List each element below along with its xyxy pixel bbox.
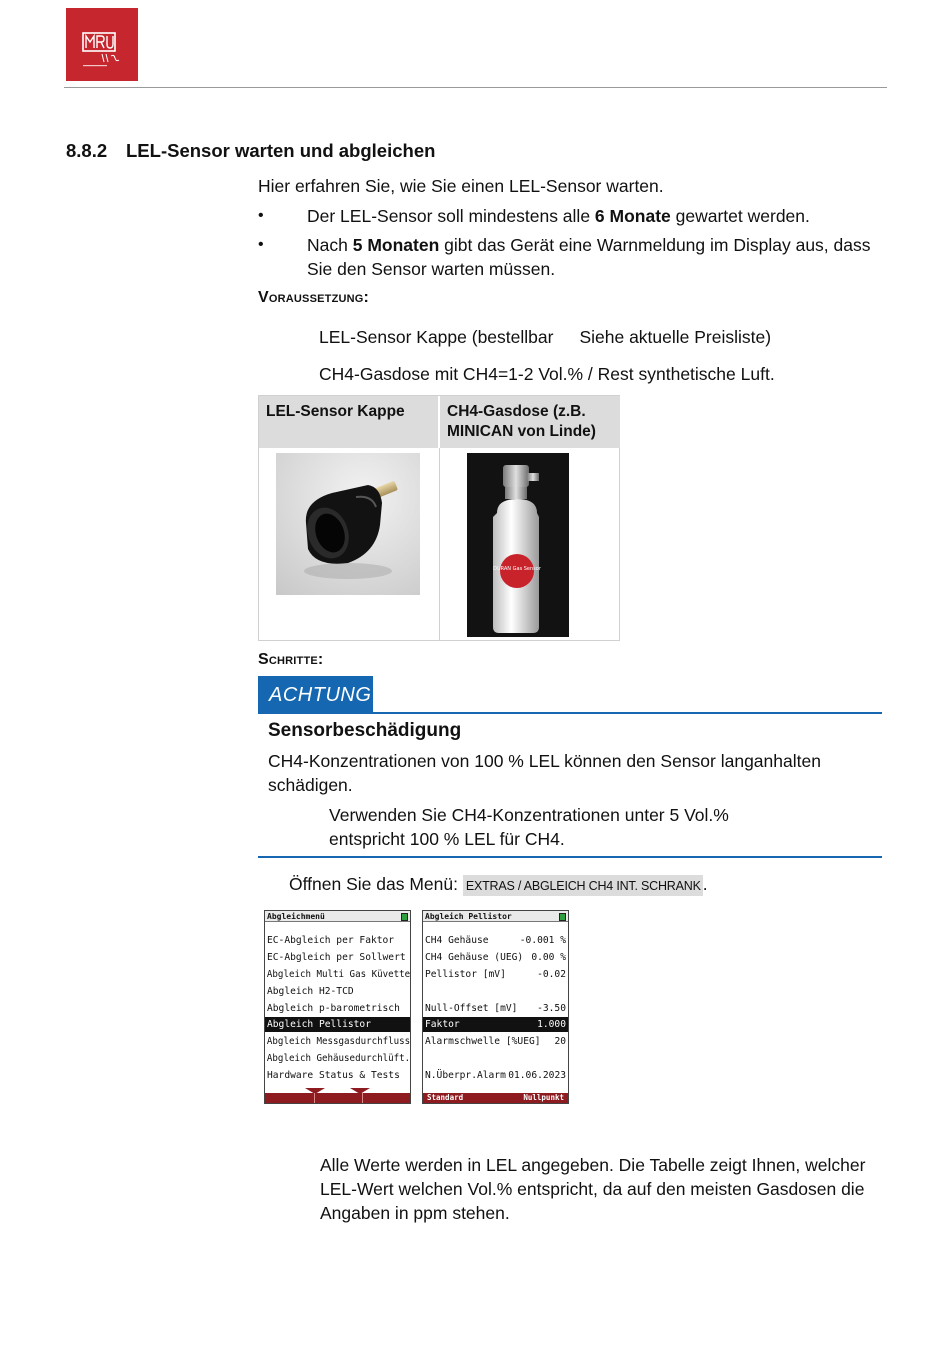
softkey-standard[interactable]: Standard <box>427 1093 464 1102</box>
prerequisite-item-note: Siehe aktuelle Preisliste) <box>579 327 772 347</box>
bullet-text-start: Der LEL-Sensor soll mindestens alle <box>307 206 595 226</box>
reading-value: -3.50 <box>537 1003 566 1014</box>
steps-heading: Schritte: <box>258 651 324 668</box>
softkey-bar <box>423 1093 568 1103</box>
equipment-table <box>258 395 620 641</box>
reading-label: CH4 Gehäuse <box>425 935 489 946</box>
menu-item[interactable]: Hardware Status & Tests <box>267 1070 400 1081</box>
bullet-item <box>258 233 888 283</box>
screen-title: Abgleichmenü <box>265 911 410 922</box>
warning-label <box>258 676 373 713</box>
menu-instruction <box>289 872 708 898</box>
reading-label: Pellistor [mV] <box>425 969 506 980</box>
warning-bottom-rule <box>258 856 882 858</box>
reading-value: 20 <box>554 1036 566 1047</box>
section-number: 8.8.2 <box>66 140 108 161</box>
bullet-emphasis: 6 Monate <box>594 206 671 226</box>
reading-value: 1.000 <box>537 1019 566 1030</box>
reading-row <box>423 950 568 965</box>
menu-path: EXTRAS / ABGLEICH CH4 INT. SCHRANK <box>463 875 703 896</box>
bullet-marker: • <box>258 207 264 224</box>
reading-row <box>423 933 568 948</box>
section-heading <box>66 140 435 162</box>
bullet-text-end: gewartet werden. <box>670 206 810 226</box>
bullet-marker: • <box>258 236 264 253</box>
softkey-bar <box>265 1093 410 1103</box>
reading-label: CH4 Gehäuse (UEG) <box>425 952 524 963</box>
reading-row <box>423 1068 568 1083</box>
bullet-text-end: gibt das Gerät eine Warnmeldung im Display aus, dass Sie den Sensor warten müssen. <box>307 235 871 279</box>
prerequisite-item-name: LEL-Sensor Kappe (bestellbar <box>319 327 554 347</box>
menu-item[interactable]: EC-Abgleich per Faktor <box>267 935 395 946</box>
bullet-item <box>258 204 888 228</box>
bullet-emphasis: 5 Monaten <box>352 235 440 255</box>
reading-value: 0.00 % <box>531 952 566 963</box>
menu-item-selected[interactable]: Abgleich Pellistor <box>265 1017 410 1032</box>
battery-icon <box>401 913 408 921</box>
reading-value: -0.02 <box>537 969 566 980</box>
reading-value: 01.06.2023 <box>508 1070 566 1081</box>
bullet-text <box>307 233 887 281</box>
warning-top-rule <box>258 712 882 714</box>
warning-title: Sensorbeschädigung <box>268 720 462 741</box>
reading-row[interactable] <box>423 1034 568 1049</box>
header-divider <box>64 87 887 88</box>
menu-item[interactable]: Abgleich p-barometrisch <box>267 1003 400 1014</box>
closing-paragraph: Alle Werte werden in LEL angegeben. Die Tabelle zeigt Ihnen, welcher LEL-Wert welchen Vol.% entspricht, da auf den meisten Gasdosen die Angaben in ppm stehen. <box>320 1155 866 1223</box>
reading-row[interactable] <box>423 1001 568 1016</box>
reading-label: Faktor <box>425 1019 460 1030</box>
menu-item[interactable]: Abgleich Messgasdurchfluss <box>266 1036 411 1047</box>
prerequisite-item <box>319 325 771 349</box>
prerequisite-item: CH4-Gasdose mit CH4=1-2 Vol.% / Rest synthetische Luft. <box>319 364 775 384</box>
reading-row-selected[interactable] <box>423 1017 568 1032</box>
intro-text: Hier erfahren Sie, wie Sie einen LEL-Sensor warten. <box>258 176 664 196</box>
menu-item[interactable]: Abgleich Multi Gas Küvette <box>266 969 411 980</box>
menu-item[interactable]: Abgleich H2-TCD <box>267 986 354 997</box>
menu-instruction-text: Öffnen Sie das Menü: <box>289 874 463 894</box>
company-logo <box>66 8 138 81</box>
section-title-text: LEL-Sensor warten und abgleichen <box>126 140 436 161</box>
warning-action: Verwenden Sie CH4-Konzentrationen unter 5 Vol.% entspricht 100 % LEL für CH4. <box>329 805 729 849</box>
reading-label: N.Überpr.Alarm <box>425 1070 506 1081</box>
menu-item[interactable]: Abgleich Gehäusedurchlüft. <box>266 1053 411 1064</box>
menu-instruction-suffix: . <box>702 874 708 894</box>
table-header-cap: LEL-Sensor Kappe <box>259 396 439 448</box>
softkey-zero-point[interactable]: Nullpunkt <box>523 1093 564 1102</box>
gas-can-label: DURAN Gas Sensor <box>493 566 541 572</box>
menu-item[interactable]: EC-Abgleich per Sollwert <box>267 952 406 963</box>
gas-can-photo <box>467 453 569 637</box>
reading-label: Alarmschwelle [%UEG] <box>425 1036 541 1047</box>
reading-value: -0.001 % <box>519 935 566 946</box>
battery-icon <box>559 913 566 921</box>
table-header-gas-can: CH4-Gasdose (z.B. MINICAN von Linde) <box>440 396 620 448</box>
sensor-cap-photo <box>276 453 420 595</box>
logo-graphic <box>66 8 138 81</box>
warning-label-text: ACHTUNG <box>269 684 372 706</box>
device-screen-pellistor <box>422 910 569 1104</box>
reading-label: Null-Offset [mV] <box>425 1003 518 1014</box>
reading-row <box>423 967 568 982</box>
warning-text: CH4-Konzentrationen von 100 % LEL können den Sensor langanhalten schädigen. <box>268 751 821 795</box>
prerequisites-heading: Voraussetzung: <box>258 289 370 306</box>
screen-title: Abgleich Pellistor <box>423 911 568 922</box>
bullet-text-start: Nach <box>307 235 353 255</box>
device-screen-calibration-menu <box>264 910 411 1104</box>
bullet-text <box>307 204 887 228</box>
